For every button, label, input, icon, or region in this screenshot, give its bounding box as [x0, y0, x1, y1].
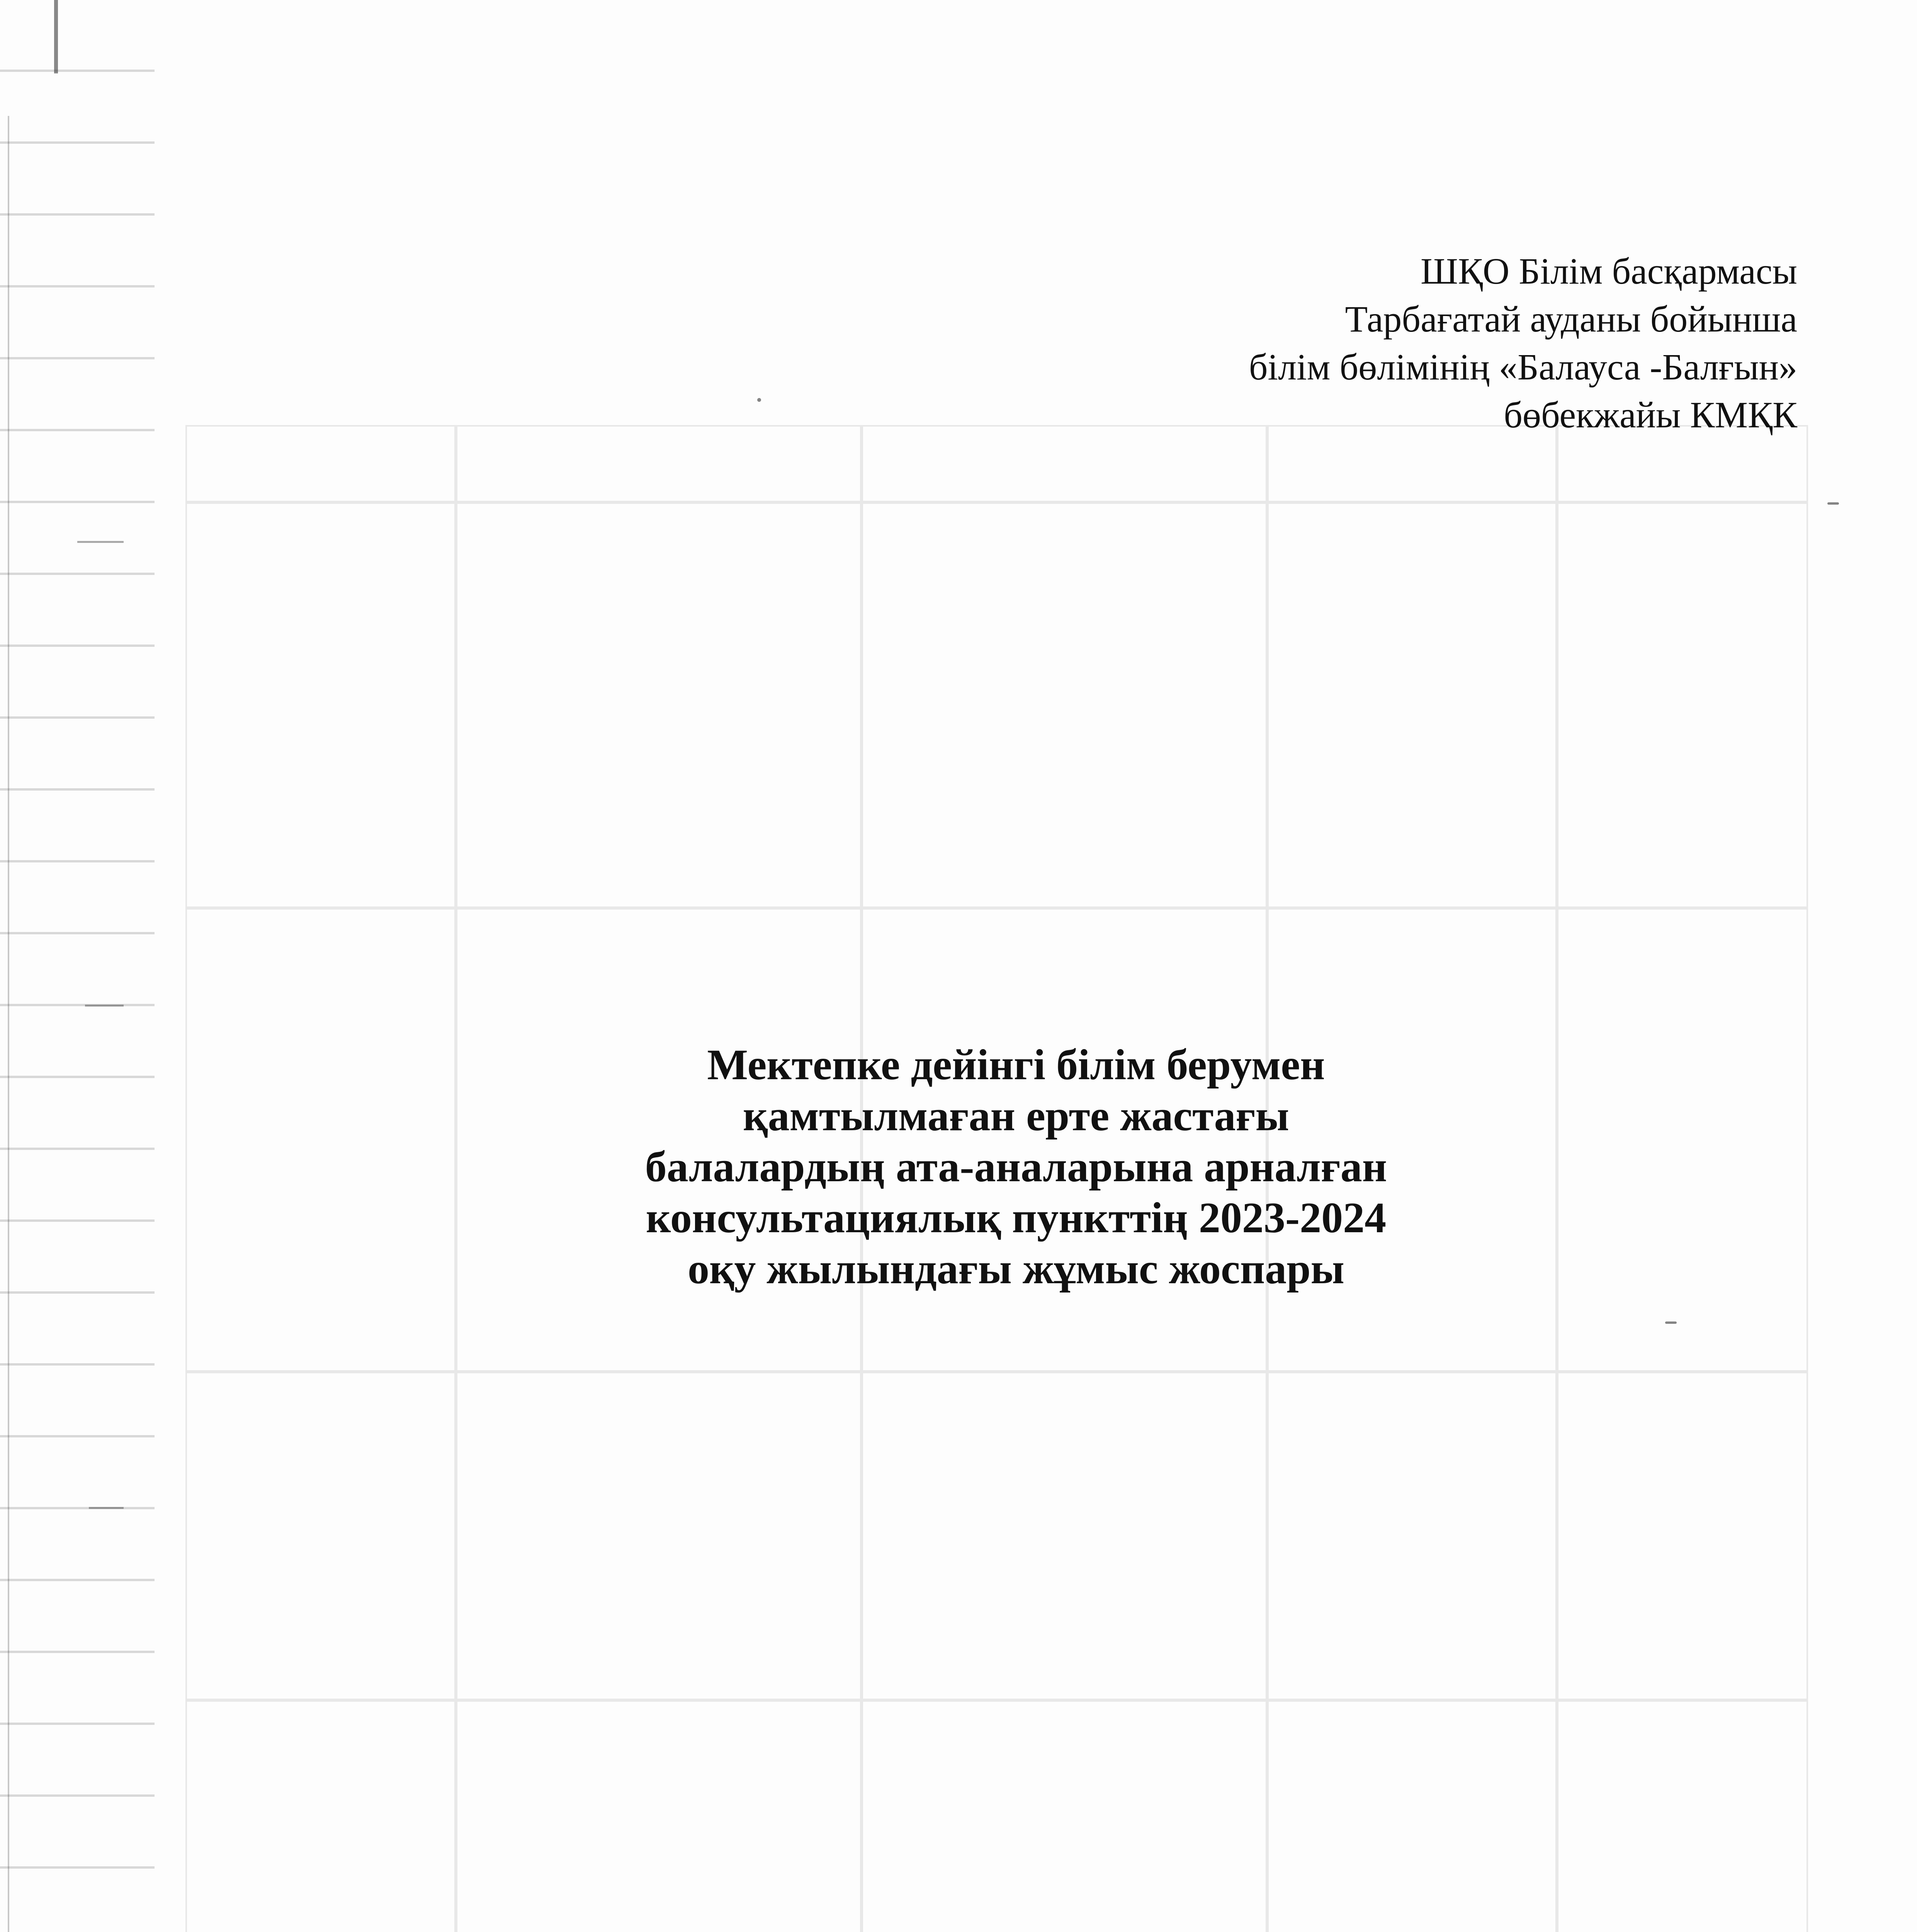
title-line-2: қамтылмаған ерте жастағы [743, 1092, 1289, 1140]
scan-edge-line [77, 541, 124, 543]
org-line-department: білім бөлімінің «Балауса -Балғын» [1249, 346, 1797, 388]
org-line-region: ШҚО Білім басқармасы [1421, 250, 1797, 292]
title-line-1: Мектепке дейінгі білім берумен [707, 1041, 1325, 1089]
title-line-5: оқу жылындағы жұмыс жоспары [687, 1245, 1344, 1293]
scan-edge-artifacts [0, 0, 162, 1932]
org-line-institution: бөбекжайы КМҚК [1504, 394, 1797, 435]
organization-header [1249, 247, 1797, 439]
scan-edge-line [54, 0, 58, 73]
scan-speck [1827, 502, 1839, 505]
scan-edge-line [85, 1005, 124, 1007]
scan-speck [757, 398, 761, 402]
scan-edge-line [8, 116, 9, 1932]
document-title [456, 1039, 1576, 1294]
scan-speck [1665, 1321, 1677, 1324]
scan-edge-line [89, 1507, 124, 1509]
scan-edge-dots [0, 0, 155, 1932]
title-line-3: балалардың ата-аналарына арналған [645, 1143, 1387, 1191]
title-line-4: консультациялық пункттің 2023-2024 [646, 1194, 1387, 1242]
org-line-district: Тарбағатай ауданы бойынша [1345, 298, 1797, 340]
